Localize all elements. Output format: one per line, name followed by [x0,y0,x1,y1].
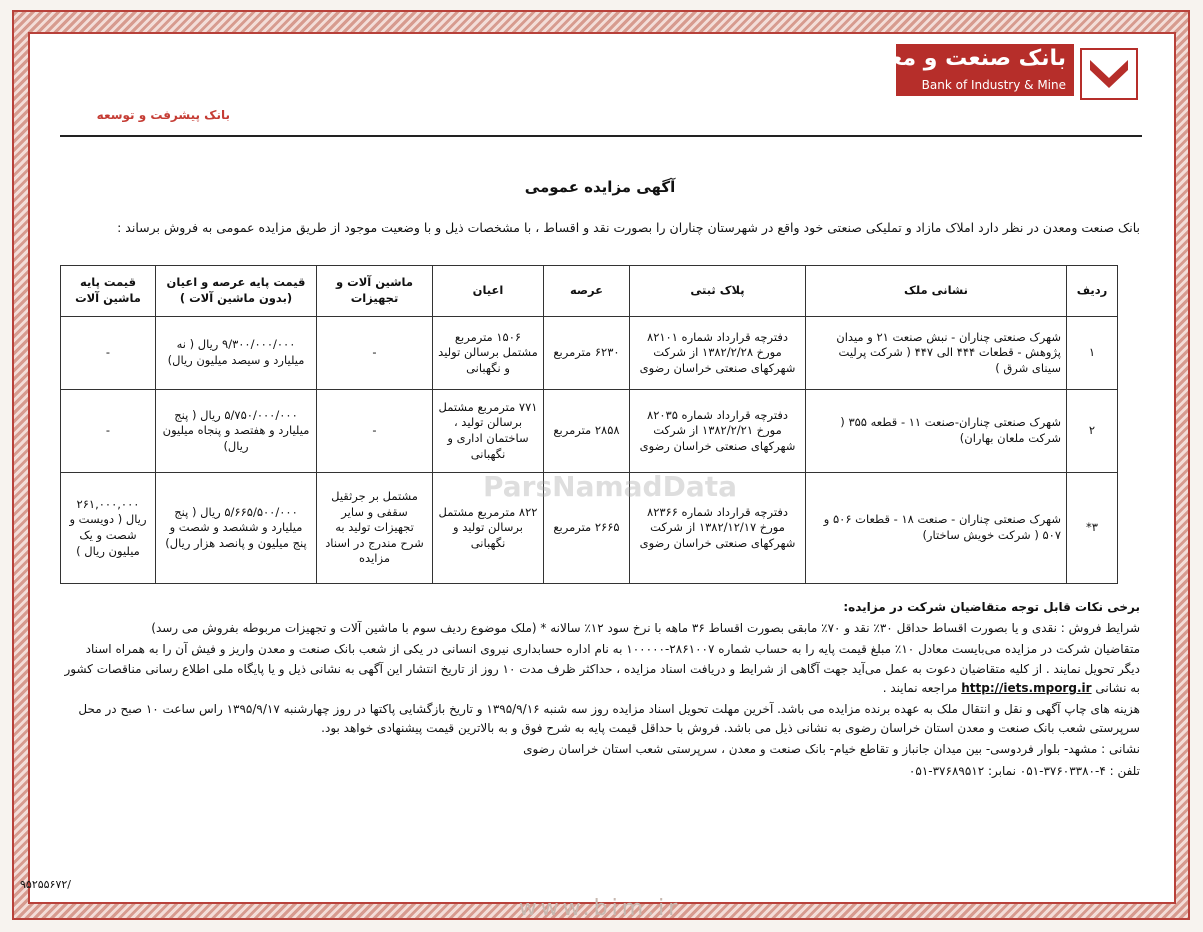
row-number: ۳* [1067,473,1118,584]
notes-deposit-text: متقاضیان شرکت در مزایده می‌بایست معادل ۱۰٪ مبلغ قیمت پایه را به حساب شماره ۲۸۶۱۰۰۷-۱۰۰۰۰۰ به نام اداره حسابداری نیروی انسانی در یکی از شعب بانک صنعت و معدن واریز و فیش آن را به همراه اسناد دیگر تحویل نمایند . از کلیه متقاضیان دعوت به عمل می‌آید جهت آگاهی از شرایط و دریافت اسناد مزایده ، حداکثر ظرف مدت ۱۰ روز از تاریخ انتشار این آگهی به نشانی ذیل و یا پایگاه ملی اطلاع رسانی مناقصات کشور به نشانی [64,642,1140,695]
row-number: ۲ [1067,390,1118,473]
bank-slogan: بانک پیشرفت و توسعه [96,108,230,122]
row-price-land: ۹/۳۰۰/۰۰۰/۰۰۰ ریال ( نه میلیارد و سیصد میلیون ریال) [156,317,317,390]
notes-heading: برخی نکات قابل توجه متقاضیان شرکت در مزایده: [843,600,1140,614]
notes-section [60,598,1140,783]
bank-name-en: Bank of Industry & Mine [921,78,1066,92]
row-address: شهرک صنعتی چناران-صنعت ۱۱ - قطعه ۳۵۵ ( شرکت ملعان بهاران) [806,390,1067,473]
ad-title: آگهی مزایده عمومی [524,178,676,196]
notes-costs: هزینه های چاپ آگهی و نقل و انتقال ملک به عهده برنده مزایده می باشد. آخرین مهلت تحویل اسناد مزایده روز سه شنبه ۱۳۹۵/۹/۱۶ و تاریخ بازگشایی پاکتها در روز چهارشنبه ۱۳۹۵/۹/۱۷ راس ساعت ۱۰ صبح در محل سرپرستی شعب بانک صنعت و معدن استان خراسان رضوی به نشانی ذیل می باشد. فروش با حداقل قیمت پایه به شرح فوق و به بالاترین قیمت پیشنهادی خواهد بود. [78,701,1140,736]
row-land: ۲۶۶۵ مترمربع [544,473,630,584]
row-address: شهرک صنعتی چناران - نبش صنعت ۲۱ و میدان پژوهش - قطعات ۴۴۴ الی ۴۴۷ ( شرکت پرلیت سینای شرق ) [806,317,1067,390]
footer-code: ۹۵۲۵۵۶۷۲/ [20,878,71,891]
row-price-land: ۵/۶۶۵/۵۰۰/۰۰۰ ریال ( پنج میلیارد و ششصد و شصت و پنج میلیون و پانصد هزار ریال) [156,473,317,584]
row-number: ۱ [1067,317,1118,390]
table-row [61,317,1118,390]
auction-table [60,265,1118,584]
footer-website: www.bim.ir [518,896,682,921]
row-plate: دفترچه قرارداد شماره ۸۲۱۰۱ مورخ ۱۳۸۲/۲/۲۸ از شرکت شهرکهای صنعتی خراسان رضوی [630,317,806,390]
notes-terms: شرایط فروش : نقدی و یا بصورت اقساط حداقل ۳۰٪ نقد و ۷۰٪ مابقی بصورت اقساط ۳۶ ماهه با نرخ سود ۱۲٪ سالانه * (ملک موضوع ردیف سوم با ماشین آلات و تجهیزات مربوطه بفروش می رسد) [151,621,1140,636]
bank-emblem-icon [1080,48,1138,100]
col-address: نشانی ملک [806,266,1067,317]
row-land: ۲۸۵۸ مترمربع [544,390,630,473]
header-divider [60,135,1142,137]
row-price-land: ۵/۷۵۰/۰۰۰/۰۰۰ ریال ( پنج میلیارد و هفتصد و پنجاه میلیون ریال) [156,390,317,473]
col-price-machinery: قیمت پایه ماشین آلات [61,266,156,317]
bank-logo [858,44,1074,96]
col-plate: پلاک ثبتی [630,266,806,317]
row-land: ۶۲۳۰ مترمربع [544,317,630,390]
row-building: ۷۷۱ مترمربع مشتمل برسالن تولید ، ساختمان اداری و نگهبانی [433,390,544,473]
row-building: ۱۵۰۶ مترمربع مشتمل برسالن تولید و نگهبانی [433,317,544,390]
row-address: شهرک صنعتی چناران - صنعت ۱۸ - قطعات ۵۰۶ و ۵۰۷ ( شرکت خویش ساختار) [806,473,1067,584]
row-machinery: - [317,317,433,390]
iets-link[interactable]: http://iets.mporg.ir [961,680,1092,695]
row-plate: دفترچه قرارداد شماره ۸۲۳۶۶ مورخ ۱۳۸۲/۱۲/۱۷ از شرکت شهرکهای صنعتی خراسان رضوی [630,473,806,584]
table-row [61,390,1118,473]
col-machinery: ماشین آلات و تجهیزات [317,266,433,317]
bank-name-fa: بانک صنعت و معدن [858,46,1066,71]
col-land: عرصه [544,266,630,317]
row-building: ۸۲۲ مترمربع مشتمل برسالن تولید و نگهبانی [433,473,544,584]
row-machinery: - [317,390,433,473]
row-price-machinery: - [61,317,156,390]
notes-phone: تلفن : ۴-۳۷۶۰۳۳۸۰-۰۵۱ نمابر: ۳۷۶۸۹۵۱۲-۰۵۱ [908,763,1140,778]
row-plate: دفترچه قرارداد شماره ۸۲۰۳۵ مورخ ۱۳۸۲/۲/۲۱ از شرکت شهرکهای صنعتی خراسان رضوی [630,390,806,473]
row-price-machinery: ۲۶۱,۰۰۰,۰۰۰ ریال ( دویست و شصت و یک میلیون ریال ) [61,473,156,584]
watermark-text: ParsNamadData [483,470,737,503]
row-price-machinery: - [61,390,156,473]
table-header-row [61,266,1118,317]
ad-intro: بانک صنعت ومعدن در نظر دارد املاک مازاد و تملیکی صنعتی خود واقع در شهرستان چناران را بصورت نقد و اقساط ، با مشخصات ذیل و با وضعیت موجود از طریق مزایده عمومی به فروش برساند : [117,220,1140,235]
notes-deposit-suffix: مراجعه نمایند . [882,680,958,695]
col-row: ردیف [1067,266,1118,317]
row-machinery: مشتمل بر جرثقیل سقفی و سایر تجهیزات تولید به شرح مندرج در اسناد مزایده [317,473,433,584]
notes-address: نشانی : مشهد- بلوار فردوسی- بین میدان جانباز و تقاطع خیام- بانک صنعت و معدن ، سرپرستی شعب استان خراسان رضوی [523,742,1140,757]
col-price-land: قیمت پایه عرصه و اعیان (بدون ماشین آلات ) [156,266,317,317]
notes-deposit [60,640,1140,698]
col-building: اعیان [433,266,544,317]
